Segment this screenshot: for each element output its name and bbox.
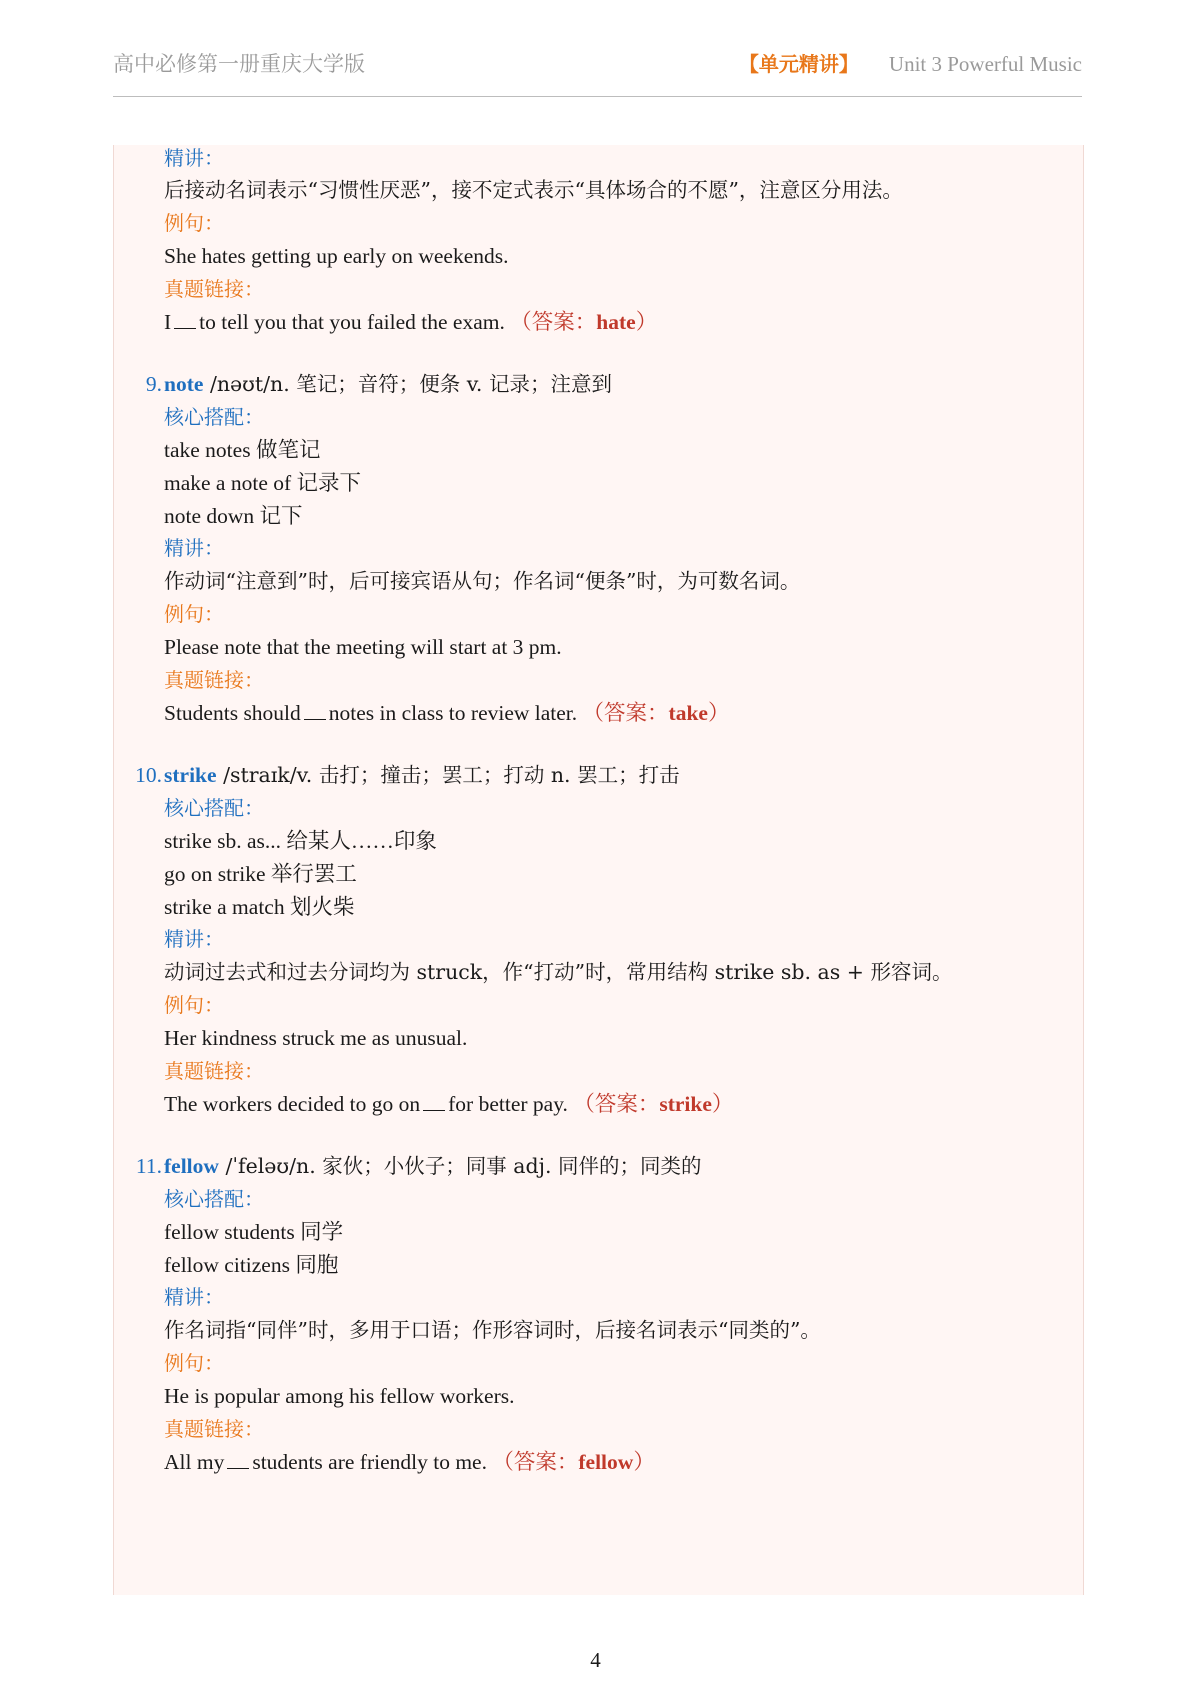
explain-text: 动词过去式和过去分词均为 struck，作“打动”时，常用结构 strike sb. as + 形容词。: [164, 960, 953, 984]
exam-text-before: I: [164, 310, 172, 334]
core-label: 核心搭配：: [164, 405, 264, 429]
collocation: strike a match 划火柴: [164, 895, 355, 919]
vocab-heading-note: [124, 367, 612, 401]
vocab-heading-strike: [124, 758, 680, 792]
definition: /nəʊt/n. 笔记；音符；便条 v. 记录；注意到: [203, 372, 612, 396]
entry-number: 9.: [145, 372, 162, 396]
exam-label: 真题链接：: [164, 1059, 264, 1083]
explain-label: 精讲：: [164, 927, 224, 951]
collocation: fellow citizens 同胞: [164, 1253, 339, 1277]
explain-text: 后接动名词表示“习惯性厌恶”，接不定式表示“具体场合的不愿”，注意区分用法。: [164, 178, 903, 202]
exam-text-before: Students should: [164, 701, 301, 725]
headword: strike: [164, 763, 217, 787]
answer: （答案：take）: [582, 701, 730, 725]
headword: note: [164, 372, 204, 396]
exam-label: 真题链接：: [164, 668, 264, 692]
example-label: 例句：: [164, 602, 224, 626]
explain-label: 精讲：: [164, 536, 224, 560]
definition: /ˈfeləʊ/n. 家伙；小伙子；同事 adj. 同伴的；同类的: [218, 1154, 702, 1178]
explain-label: 精讲：: [164, 146, 224, 170]
headword: fellow: [164, 1154, 219, 1178]
vocab-heading-fellow: [124, 1149, 702, 1183]
example-sentence: Please note that the meeting will start at 3 pm.: [164, 635, 562, 659]
exam-question: [164, 1445, 655, 1479]
answer-blank: [304, 701, 326, 720]
example-label: 例句：: [164, 993, 224, 1017]
exam-question: [164, 1087, 733, 1121]
example-label: 例句：: [164, 1351, 224, 1375]
exam-text-before: The workers decided to go on: [164, 1092, 421, 1116]
collocation: fellow students 同学: [164, 1220, 344, 1244]
exam-text-after: notes in class to review later.: [328, 701, 578, 725]
page-number: 4: [590, 1648, 601, 1672]
answer: （答案：hate）: [510, 310, 658, 334]
example-sentence: He is popular among his fellow workers.: [164, 1384, 515, 1408]
core-label: 核心搭配：: [164, 1187, 264, 1211]
explain-text: 作名词指“同伴”时，多用于口语；作形容词时，后接名词表示“同类的”。: [164, 1318, 821, 1342]
exam-question: [164, 696, 729, 730]
example-sentence: Her kindness struck me as unusual.: [164, 1026, 468, 1050]
exam-text-before: All my: [164, 1450, 225, 1474]
page-header: [113, 46, 1082, 97]
example-label: 例句：: [164, 211, 224, 235]
explain-text: 作动词“注意到”时，后可接宾语从句；作名词“便条”时，为可数名词。: [164, 569, 801, 593]
exam-question: [164, 305, 657, 339]
header-right: [739, 48, 1082, 77]
exam-text-after: to tell you that you failed the exam.: [199, 310, 505, 334]
section-tag: 【单元精讲】: [738, 52, 859, 76]
collocation: note down 记下: [164, 504, 303, 528]
collocation: make a note of 记录下: [164, 471, 362, 495]
entry-number: 10.: [135, 763, 162, 787]
unit-title: Unit 3 Powerful Music: [888, 52, 1082, 76]
collocation: strike sb. as... 给某人……印象: [164, 829, 437, 853]
explain-label: 精讲：: [164, 1285, 224, 1309]
collocation: go on strike 举行罢工: [164, 862, 357, 886]
answer-blank: [174, 310, 196, 329]
answer-blank: [423, 1092, 445, 1111]
answer: （答案：strike）: [573, 1092, 734, 1116]
exam-text-after: students are friendly to me.: [252, 1450, 487, 1474]
answer-blank: [227, 1450, 249, 1469]
exam-label: 真题链接：: [164, 277, 264, 301]
definition: /straɪk/v. 击打；撞击；罢工；打动 n. 罢工；打击: [216, 763, 680, 787]
collocation: take notes 做笔记: [164, 438, 321, 462]
book-title: 高中必修第一册重庆大学版: [113, 52, 365, 76]
core-label: 核心搭配：: [164, 796, 264, 820]
exam-label: 真题链接：: [164, 1417, 264, 1441]
content-box: [113, 145, 1084, 1595]
entry-number: 11.: [135, 1154, 162, 1178]
answer: （答案：fellow）: [492, 1450, 655, 1474]
example-sentence: She hates getting up early on weekends.: [164, 244, 509, 268]
exam-text-after: for better pay.: [448, 1092, 568, 1116]
